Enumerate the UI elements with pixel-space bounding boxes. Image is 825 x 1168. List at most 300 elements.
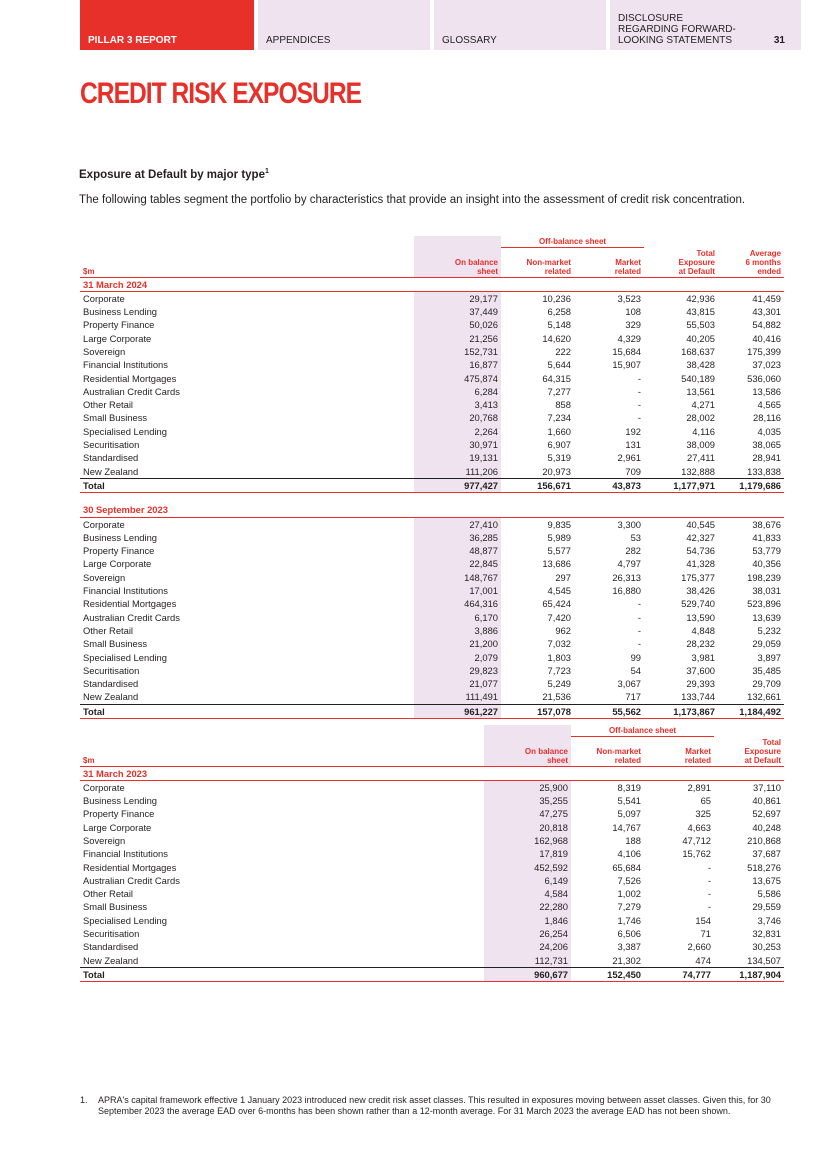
cell-value: 41,833 — [752, 531, 782, 543]
ead-table-2024-2023 — [80, 236, 784, 719]
cell-value: 9,835 — [547, 518, 571, 530]
cell-value: 6,907 — [547, 439, 571, 451]
cell-value: 37,110 — [753, 781, 782, 793]
row-label: Small Business — [83, 638, 148, 650]
cell-value: 5,148 — [547, 319, 571, 331]
group-header-row — [80, 236, 784, 248]
cell-value: - — [637, 624, 642, 636]
cell-value: 1,187,904 — [714, 967, 784, 981]
cell-value: 5,097 — [617, 808, 641, 820]
cell-value: 5,249 — [547, 678, 571, 690]
column-header: Total Exposure at Default — [714, 737, 784, 767]
cell-value: 282 — [625, 545, 642, 557]
row-label: Business Lending — [83, 531, 158, 543]
cell-value: 15,684 — [612, 345, 642, 357]
cell-value: - — [637, 598, 642, 610]
group-header-row — [80, 725, 784, 737]
row-label: Standardised — [83, 678, 139, 690]
section-header-row — [80, 493, 784, 517]
row-label: Property Finance — [83, 545, 155, 557]
cell-value: 3,746 — [757, 914, 782, 926]
row-label: Small Business — [83, 901, 148, 913]
row-label: Financial Institutions — [83, 585, 168, 597]
row-label: Standardised — [83, 941, 139, 953]
cell-value: 41,328 — [686, 558, 716, 570]
row-label: Financial Institutions — [83, 848, 168, 860]
cell-value: 40,416 — [752, 332, 782, 344]
cell-value: 38,676 — [752, 518, 782, 530]
table-row — [80, 465, 784, 479]
cell-value: 7,526 — [617, 874, 641, 886]
row-label: New Zealand — [83, 691, 139, 703]
row-label: New Zealand — [83, 465, 139, 477]
cell-value: 36,285 — [414, 531, 501, 544]
cell-value: 961,227 — [414, 704, 501, 718]
table-row — [80, 411, 784, 424]
cell-value: 29,709 — [752, 678, 782, 690]
cell-value: 192 — [625, 425, 642, 437]
page-title: CREDIT RISK EXPOSURE — [80, 77, 362, 110]
cell-value: 53 — [630, 531, 642, 543]
row-label: Large Corporate — [83, 821, 152, 833]
cell-value: 7,234 — [547, 412, 571, 424]
cell-value: - — [707, 874, 712, 886]
cell-value: 4,329 — [617, 332, 642, 344]
top-navigation — [80, 0, 801, 50]
cell-value: 26,254 — [484, 927, 571, 940]
cell-value: 50,026 — [414, 318, 501, 331]
column-header: Market related — [644, 737, 714, 767]
cell-value: 960,677 — [484, 967, 571, 981]
row-label: Other Retail — [83, 624, 134, 636]
tab-disclosure-line-1: DISCLOSURE — [618, 13, 684, 24]
cell-value: 168,637 — [681, 345, 716, 357]
cell-value: 38,426 — [686, 585, 716, 597]
table-row — [80, 544, 784, 557]
cell-value: 13,675 — [752, 874, 782, 886]
row-label: Corporate — [83, 518, 125, 530]
footnote-text: APRA's capital framework effective 1 January 2023 introduced new credit risk asset classes. This resulted in exposures moving between asset classes. Given this, for 30 September 2023 the average EAD over 6-months has been shown rather than a 12-month average. For 31 March 2023 the average EAD has not been shown. — [98, 1095, 771, 1116]
cell-value: 529,740 — [681, 598, 716, 610]
table-row — [80, 345, 784, 358]
table-row — [80, 531, 784, 544]
cell-value: 30,971 — [414, 438, 501, 451]
cell-value: - — [707, 861, 712, 873]
cell-value: 157,078 — [501, 704, 574, 718]
cell-value: 325 — [695, 808, 712, 820]
cell-value: 29,393 — [686, 678, 716, 690]
tab-glossary[interactable]: GLOSSARY — [434, 0, 606, 50]
tab-disclosure-line-3: LOOKING STATEMENTS — [618, 35, 733, 46]
cell-value: 28,232 — [686, 638, 716, 650]
cell-value: 13,586 — [752, 385, 782, 397]
cell-value: 4,663 — [687, 821, 712, 833]
cell-value: 4,116 — [692, 425, 716, 437]
table-row — [80, 318, 784, 331]
cell-value: 4,035 — [757, 425, 782, 437]
cell-value: 4,797 — [617, 558, 642, 570]
cell-value: 54,736 — [686, 545, 716, 557]
cell-value: 7,279 — [617, 901, 641, 913]
table-row — [80, 597, 784, 610]
unit-label: $m — [80, 248, 414, 278]
row-label: Other Retail — [83, 399, 134, 411]
column-header-row — [80, 737, 784, 767]
cell-value: 6,258 — [547, 306, 571, 318]
cell-value: 20,768 — [414, 411, 501, 424]
table-row — [80, 517, 784, 531]
tab-pillar-3-report[interactable]: PILLAR 3 REPORT — [80, 0, 254, 50]
row-label: Specialised Lending — [83, 425, 167, 437]
table-row — [80, 611, 784, 624]
cell-value: 464,316 — [414, 597, 501, 610]
column-header: Average 6 months ended — [718, 248, 784, 278]
cell-value: 22,280 — [484, 900, 571, 913]
row-label: Sovereign — [83, 345, 126, 357]
cell-value: 7,723 — [547, 664, 571, 676]
cell-value: 2,660 — [687, 941, 712, 953]
table-row — [80, 927, 784, 940]
cell-value: 25,900 — [484, 780, 571, 794]
cell-value: 40,545 — [686, 518, 716, 530]
cell-value: 5,577 — [547, 545, 571, 557]
column-header: Non-market related — [571, 737, 644, 767]
cell-value: 518,276 — [747, 861, 782, 873]
cell-value: 15,907 — [612, 359, 642, 371]
cell-value: 175,377 — [681, 571, 716, 583]
cell-value: 156,671 — [501, 478, 574, 492]
section-title: 30 September 2023 — [80, 493, 784, 517]
cell-value: 13,686 — [542, 558, 571, 570]
column-header: On balance sheet — [414, 248, 501, 278]
cell-value: 6,170 — [414, 611, 501, 624]
cell-value: 47,712 — [682, 834, 712, 846]
total-row — [80, 704, 784, 718]
table-row — [80, 425, 784, 438]
cell-value: 38,065 — [752, 439, 782, 451]
cell-value: 71 — [700, 928, 712, 940]
cell-value: 35,255 — [484, 794, 571, 807]
row-label: Business Lending — [83, 795, 158, 807]
table-row — [80, 780, 784, 794]
cell-value: 858 — [555, 399, 571, 411]
table-row — [80, 398, 784, 411]
cell-value: 27,410 — [414, 517, 501, 531]
cell-value: 7,420 — [547, 611, 571, 623]
header-spacer — [414, 236, 501, 248]
cell-value: 20,973 — [542, 465, 571, 477]
table-row — [80, 332, 784, 345]
table-row — [80, 451, 784, 464]
table-row — [80, 807, 784, 820]
header-spacer — [80, 725, 484, 737]
column-header: Total Exposure at Default — [644, 248, 718, 278]
cell-value: 108 — [625, 306, 642, 318]
table-row — [80, 677, 784, 690]
row-label: Business Lending — [83, 306, 158, 318]
cell-value: - — [637, 638, 642, 650]
footnote-marker: 1 — [264, 168, 269, 175]
table-row — [80, 914, 784, 927]
row-label: Sovereign — [83, 834, 126, 846]
row-label: Large Corporate — [83, 558, 152, 570]
row-label: Total — [80, 704, 414, 718]
tab-disclosure-line-2: REGARDING FORWARD- — [618, 24, 736, 35]
off-balance-sheet-group-header: Off-balance sheet — [571, 725, 714, 737]
cell-value: 1,746 — [617, 914, 641, 926]
cell-value: 21,302 — [612, 954, 641, 966]
cell-value: 329 — [625, 319, 642, 331]
row-label: Financial Institutions — [83, 359, 168, 371]
cell-value: - — [637, 399, 642, 411]
cell-value: 29,559 — [752, 901, 782, 913]
footnote-number: 1. — [80, 1095, 88, 1105]
cell-value: - — [707, 888, 712, 900]
cell-value: 6,506 — [617, 928, 641, 940]
cell-value: 28,941 — [752, 452, 782, 464]
cell-value: 27,411 — [687, 452, 716, 464]
cell-value: 13,561 — [686, 385, 716, 397]
cell-value: 54,882 — [752, 319, 782, 331]
table-row — [80, 372, 784, 385]
row-label: Small Business — [83, 412, 148, 424]
cell-value: 154 — [695, 914, 712, 926]
row-label: Standardised — [83, 452, 139, 464]
cell-value: 8,319 — [617, 781, 641, 793]
cell-value: 17,819 — [484, 847, 571, 860]
cell-value: 2,264 — [414, 425, 501, 438]
cell-value: 152,731 — [414, 345, 501, 358]
section-subtitle — [79, 168, 269, 181]
cell-value: 1,660 — [547, 425, 571, 437]
cell-value: 26,313 — [612, 571, 642, 583]
cell-value: 14,767 — [612, 821, 641, 833]
cell-value: 74,777 — [644, 967, 714, 981]
column-header: Non-market related — [501, 248, 574, 278]
cell-value: 16,880 — [612, 585, 642, 597]
cell-value: 21,200 — [414, 637, 501, 650]
table-row — [80, 664, 784, 677]
cell-value: 132,661 — [747, 691, 782, 703]
cell-value: 148,767 — [414, 571, 501, 584]
row-label: Other Retail — [83, 888, 134, 900]
cell-value: 1,002 — [617, 888, 641, 900]
cell-value: 709 — [625, 465, 642, 477]
table-row — [80, 861, 784, 874]
cell-value: 4,584 — [484, 887, 571, 900]
header-spacer — [714, 725, 784, 737]
row-label: Property Finance — [83, 808, 155, 820]
cell-value: - — [637, 372, 642, 384]
cell-value: 40,356 — [752, 558, 782, 570]
cell-value: 3,523 — [617, 292, 642, 304]
cell-value: 47,275 — [484, 807, 571, 820]
column-header: On balance sheet — [484, 737, 571, 767]
cell-value: 40,248 — [752, 821, 782, 833]
cell-value: 474 — [695, 954, 712, 966]
table-row — [80, 624, 784, 637]
cell-value: 188 — [625, 834, 641, 846]
cell-value: - — [637, 412, 642, 424]
cell-value: 297 — [555, 571, 571, 583]
row-label: Securitisation — [83, 664, 140, 676]
footnote — [80, 1095, 780, 1117]
cell-value: 37,600 — [686, 664, 716, 676]
cell-value: 3,981 — [691, 651, 716, 663]
cell-value: 48,877 — [414, 544, 501, 557]
table-row — [80, 834, 784, 847]
table-row — [80, 940, 784, 953]
table-row — [80, 874, 784, 887]
row-label: Specialised Lending — [83, 651, 167, 663]
row-label: Australian Credit Cards — [83, 385, 180, 397]
table-row — [80, 651, 784, 664]
table-row — [80, 438, 784, 451]
table-row — [80, 385, 784, 398]
cell-value: 55,562 — [574, 704, 644, 718]
cell-value: 37,449 — [414, 305, 501, 318]
cell-value: 28,116 — [753, 412, 782, 424]
total-row — [80, 967, 784, 981]
cell-value: 40,861 — [752, 795, 782, 807]
row-label: Total — [80, 967, 484, 981]
cell-value: 2,891 — [687, 781, 712, 793]
cell-value: 131 — [625, 439, 642, 451]
cell-value: 40,205 — [686, 332, 716, 344]
cell-value: 452,592 — [484, 861, 571, 874]
cell-value: 38,031 — [752, 585, 782, 597]
table-row — [80, 584, 784, 597]
section-title: 31 March 2023 — [80, 766, 784, 780]
table-row — [80, 291, 784, 305]
table-body — [80, 766, 784, 982]
table-row — [80, 358, 784, 371]
cell-value: 523,896 — [747, 598, 782, 610]
cell-value: 4,106 — [617, 848, 641, 860]
table-row — [80, 900, 784, 913]
cell-value: 29,177 — [414, 291, 501, 305]
unit-label: $m — [80, 737, 484, 767]
cell-value: 5,232 — [757, 624, 782, 636]
cell-value: 64,315 — [542, 372, 571, 384]
cell-value: 111,206 — [414, 465, 501, 479]
tab-disclosure-forward-looking[interactable] — [610, 0, 801, 50]
row-label: Property Finance — [83, 319, 155, 331]
table-body — [80, 277, 784, 719]
total-row — [80, 478, 784, 492]
row-label: Australian Credit Cards — [83, 611, 180, 623]
cell-value: 22,845 — [414, 557, 501, 570]
cell-value: 977,427 — [414, 478, 501, 492]
cell-value: 1,179,686 — [718, 478, 784, 492]
tab-appendices[interactable]: APPENDICES — [258, 0, 430, 50]
cell-value: 28,002 — [686, 412, 716, 424]
row-label: Large Corporate — [83, 332, 152, 344]
cell-value: 37,023 — [752, 359, 782, 371]
cell-value: 53,779 — [752, 545, 782, 557]
cell-value: 4,545 — [547, 585, 571, 597]
table-row — [80, 887, 784, 900]
cell-value: 52,697 — [752, 808, 782, 820]
table-row — [80, 637, 784, 650]
cell-value: 41,459 — [752, 292, 782, 304]
header-spacer — [484, 725, 571, 737]
cell-value: 1,173,867 — [644, 704, 718, 718]
cell-value: 65,424 — [542, 598, 571, 610]
cell-value: 16,877 — [414, 358, 501, 371]
cell-value: - — [637, 611, 642, 623]
section-header-row — [80, 766, 784, 780]
table-row — [80, 847, 784, 860]
cell-value: 111,491 — [414, 690, 501, 704]
cell-value: 13,639 — [752, 611, 782, 623]
cell-value: 175,399 — [747, 345, 782, 357]
cell-value: 43,815 — [686, 306, 716, 318]
cell-value: 717 — [625, 691, 642, 703]
section-title: 31 March 2024 — [80, 277, 784, 291]
table-row — [80, 690, 784, 704]
cell-value: 222 — [555, 345, 571, 357]
cell-value: 2,079 — [414, 651, 501, 664]
cell-value: 14,620 — [542, 332, 571, 344]
cell-value: 6,284 — [414, 385, 501, 398]
cell-value: - — [707, 901, 712, 913]
cell-value: 20,818 — [484, 821, 571, 834]
cell-value: 43,873 — [574, 478, 644, 492]
row-label: Corporate — [83, 292, 125, 304]
cell-value: 3,067 — [617, 678, 642, 690]
cell-value: 536,060 — [747, 372, 782, 384]
cell-value: 43,301 — [752, 306, 782, 318]
row-label: Australian Credit Cards — [83, 874, 180, 886]
cell-value: 55,503 — [686, 319, 716, 331]
table-row — [80, 557, 784, 570]
cell-value: 162,968 — [484, 834, 571, 847]
header-spacer — [80, 236, 414, 248]
row-label: Securitisation — [83, 928, 140, 940]
cell-value: 134,507 — [747, 954, 782, 966]
intro-paragraph: The following tables segment the portfolio by characteristics that provide an insight into the assessment of credit risk concentration. — [79, 194, 746, 206]
cell-value: 210,868 — [747, 834, 782, 846]
column-header-row — [80, 248, 784, 278]
cell-value: 29,823 — [414, 664, 501, 677]
cell-value: 133,838 — [747, 465, 782, 477]
cell-value: 962 — [555, 624, 571, 636]
section-header-row — [80, 277, 784, 291]
cell-value: 1,803 — [547, 651, 571, 663]
row-label: Sovereign — [83, 571, 126, 583]
cell-value: 6,149 — [484, 874, 571, 887]
cell-value: 21,536 — [542, 691, 571, 703]
cell-value: 475,874 — [414, 372, 501, 385]
cell-value: 7,277 — [547, 385, 571, 397]
cell-value: 3,886 — [414, 624, 501, 637]
row-label: New Zealand — [83, 954, 139, 966]
cell-value: 3,387 — [617, 941, 641, 953]
cell-value: 112,731 — [484, 954, 571, 968]
cell-value: 152,450 — [571, 967, 644, 981]
cell-value: 38,009 — [686, 439, 716, 451]
off-balance-sheet-group-header: Off-balance sheet — [501, 236, 644, 248]
table-header — [80, 725, 784, 766]
cell-value: 65 — [700, 795, 712, 807]
page-number: 31 — [773, 35, 785, 46]
cell-value: 13,590 — [686, 611, 716, 623]
cell-value: 5,644 — [547, 359, 571, 371]
cell-value: 42,327 — [686, 531, 716, 543]
cell-value: 30,253 — [752, 941, 782, 953]
row-label: Securitisation — [83, 439, 140, 451]
